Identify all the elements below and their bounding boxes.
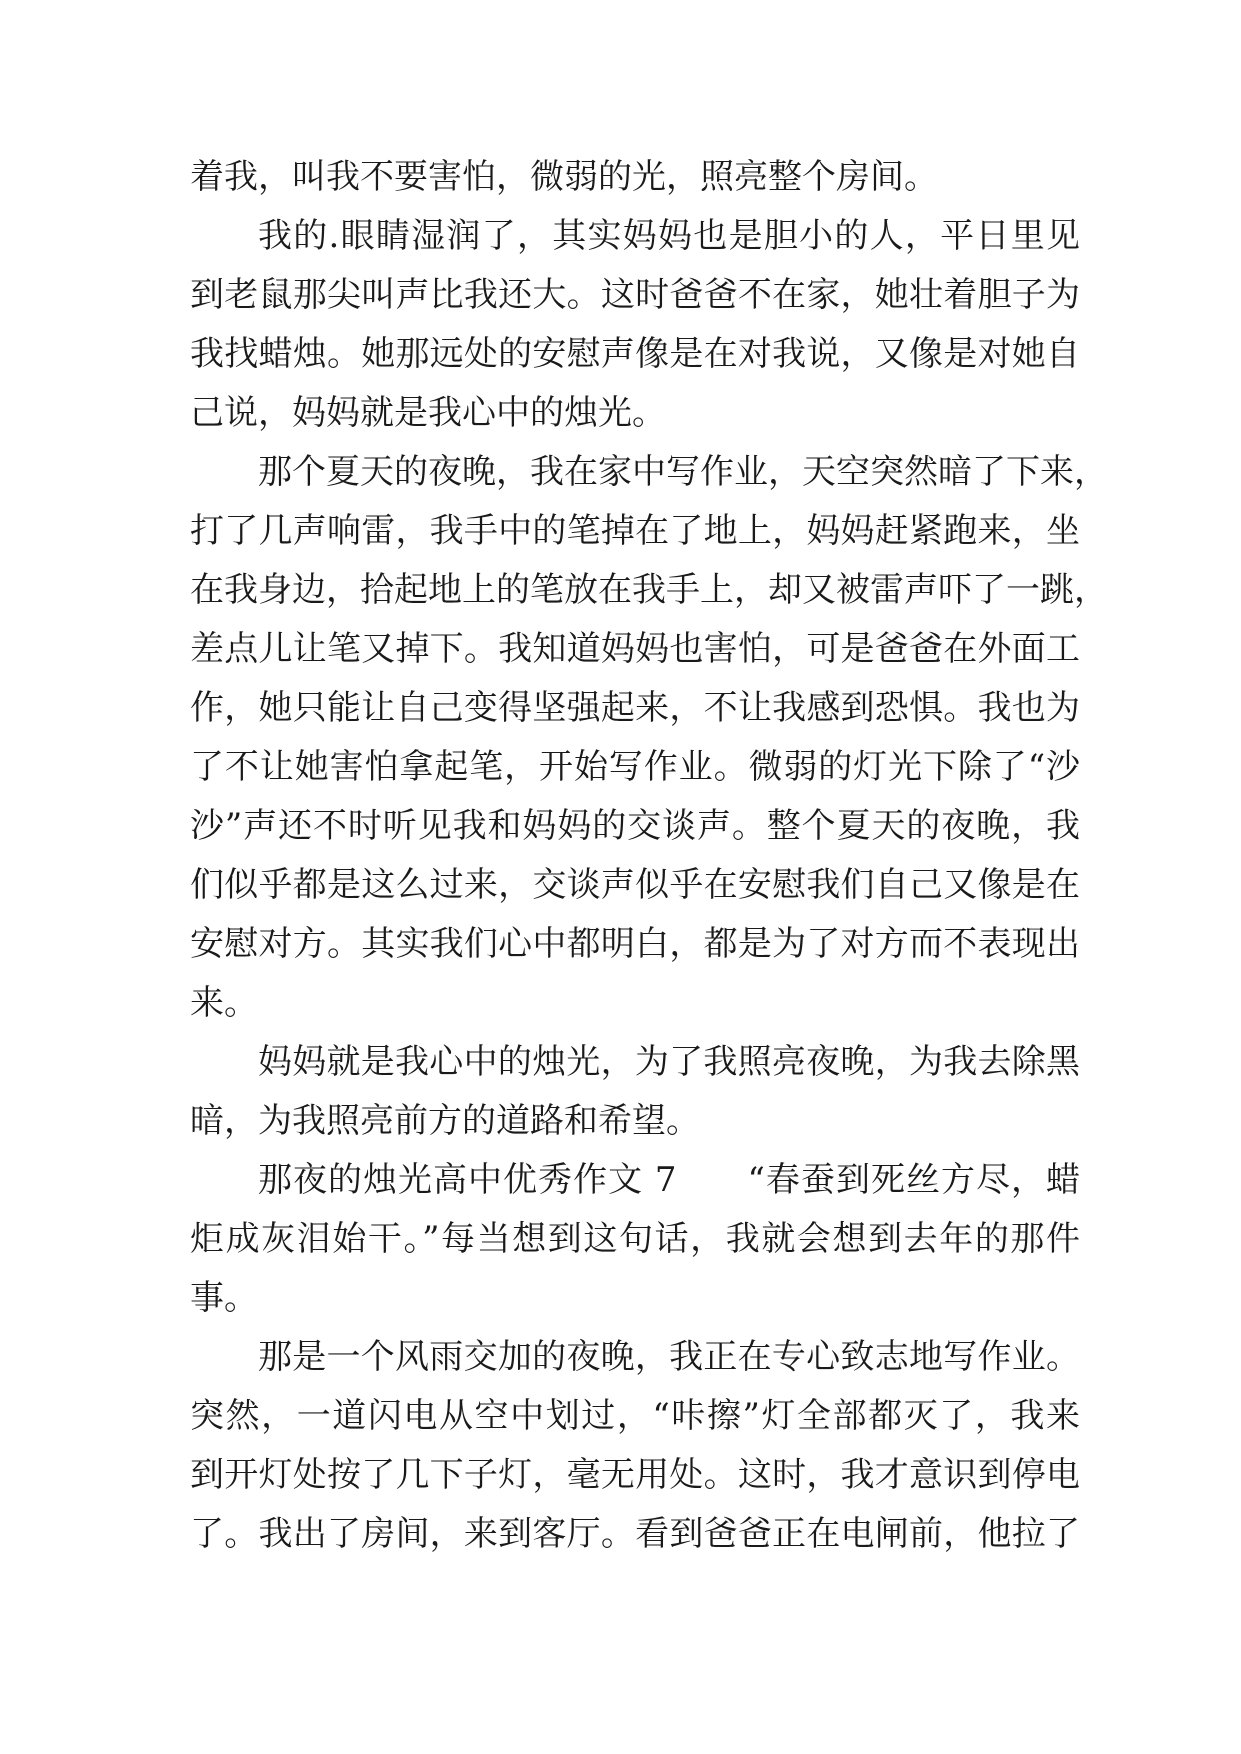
text-line: 炬成灰泪始干。”每当想到这句话，我就会想到去年的那件 [190,1219,1080,1259]
text-line: 己说，妈妈就是我心中的烛光。 [190,393,666,433]
text-line: 沙”声还不时听见我和妈妈的交谈声。整个夏天的夜晚，我 [190,806,1080,846]
text-line: 妈妈就是我心中的烛光，为了我照亮夜晚，为我去除黑 [258,1042,1080,1082]
paragraph [190,207,1080,443]
paragraph [190,1033,1080,1151]
text-line: 事。 [190,1278,258,1318]
text-line: 突然，一道闪电从空中划过，“咔擦”灯全部都灭了，我来 [190,1396,1080,1436]
paragraph [190,148,1080,207]
text-line: 那是一个风雨交加的夜晚，我正在专心致志地写作业。 [258,1337,1080,1377]
text-line: 到开灯处按了几下子灯，毫无用处。这时，我才意识到停电 [190,1455,1080,1495]
text-line: 我的.眼睛湿润了，其实妈妈也是胆小的人，平日里见 [258,216,1080,256]
text-line: 们似乎都是这么过来，交谈声似乎在安慰我们自己又像是在 [190,865,1080,905]
text-line: 在我身边，拾起地上的笔放在我手上，却又被雷声吓了一跳， [190,570,1108,610]
text-line: 了不让她害怕拿起笔，开始写作业。微弱的灯光下除了“沙 [190,747,1080,787]
text-line: 作，她只能让自己变得坚强起来，不让我感到恐惧。我也为 [190,688,1080,728]
paragraph [190,443,1108,1033]
text-line: 暗，为我照亮前方的道路和希望。 [190,1101,700,1141]
text-line: 来。 [190,983,258,1023]
text-line: 那个夏天的夜晚，我在家中写作业，天空突然暗了下来， [258,452,1108,492]
text-line: 我找蜡烛。她那远处的安慰声像是在对我说，又像是对她自 [190,334,1080,374]
text-line: 打了几声响雷，我手中的笔掉在了地上，妈妈赶紧跑来，坐 [190,511,1080,551]
body-text [190,148,1108,1564]
paragraph [190,1151,1080,1328]
text-line: 着我，叫我不要害怕，微弱的光，照亮整个房间。 [190,157,938,197]
text-line: 那夜的烛光高中优秀作文 7 “春蚕到死丝方尽，蜡 [258,1160,1080,1200]
paragraph [190,1328,1080,1564]
text-line: 安慰对方。其实我们心中都明白，都是为了对方而不表现出 [190,924,1080,964]
text-line: 了。我出了房间，来到客厅。看到爸爸正在电闸前，他拉了 [190,1514,1080,1554]
text-line: 差点儿让笔又掉下。我知道妈妈也害怕，可是爸爸在外面工 [190,629,1080,669]
text-line: 到老鼠那尖叫声比我还大。这时爸爸不在家，她壮着胆子为 [190,275,1080,315]
